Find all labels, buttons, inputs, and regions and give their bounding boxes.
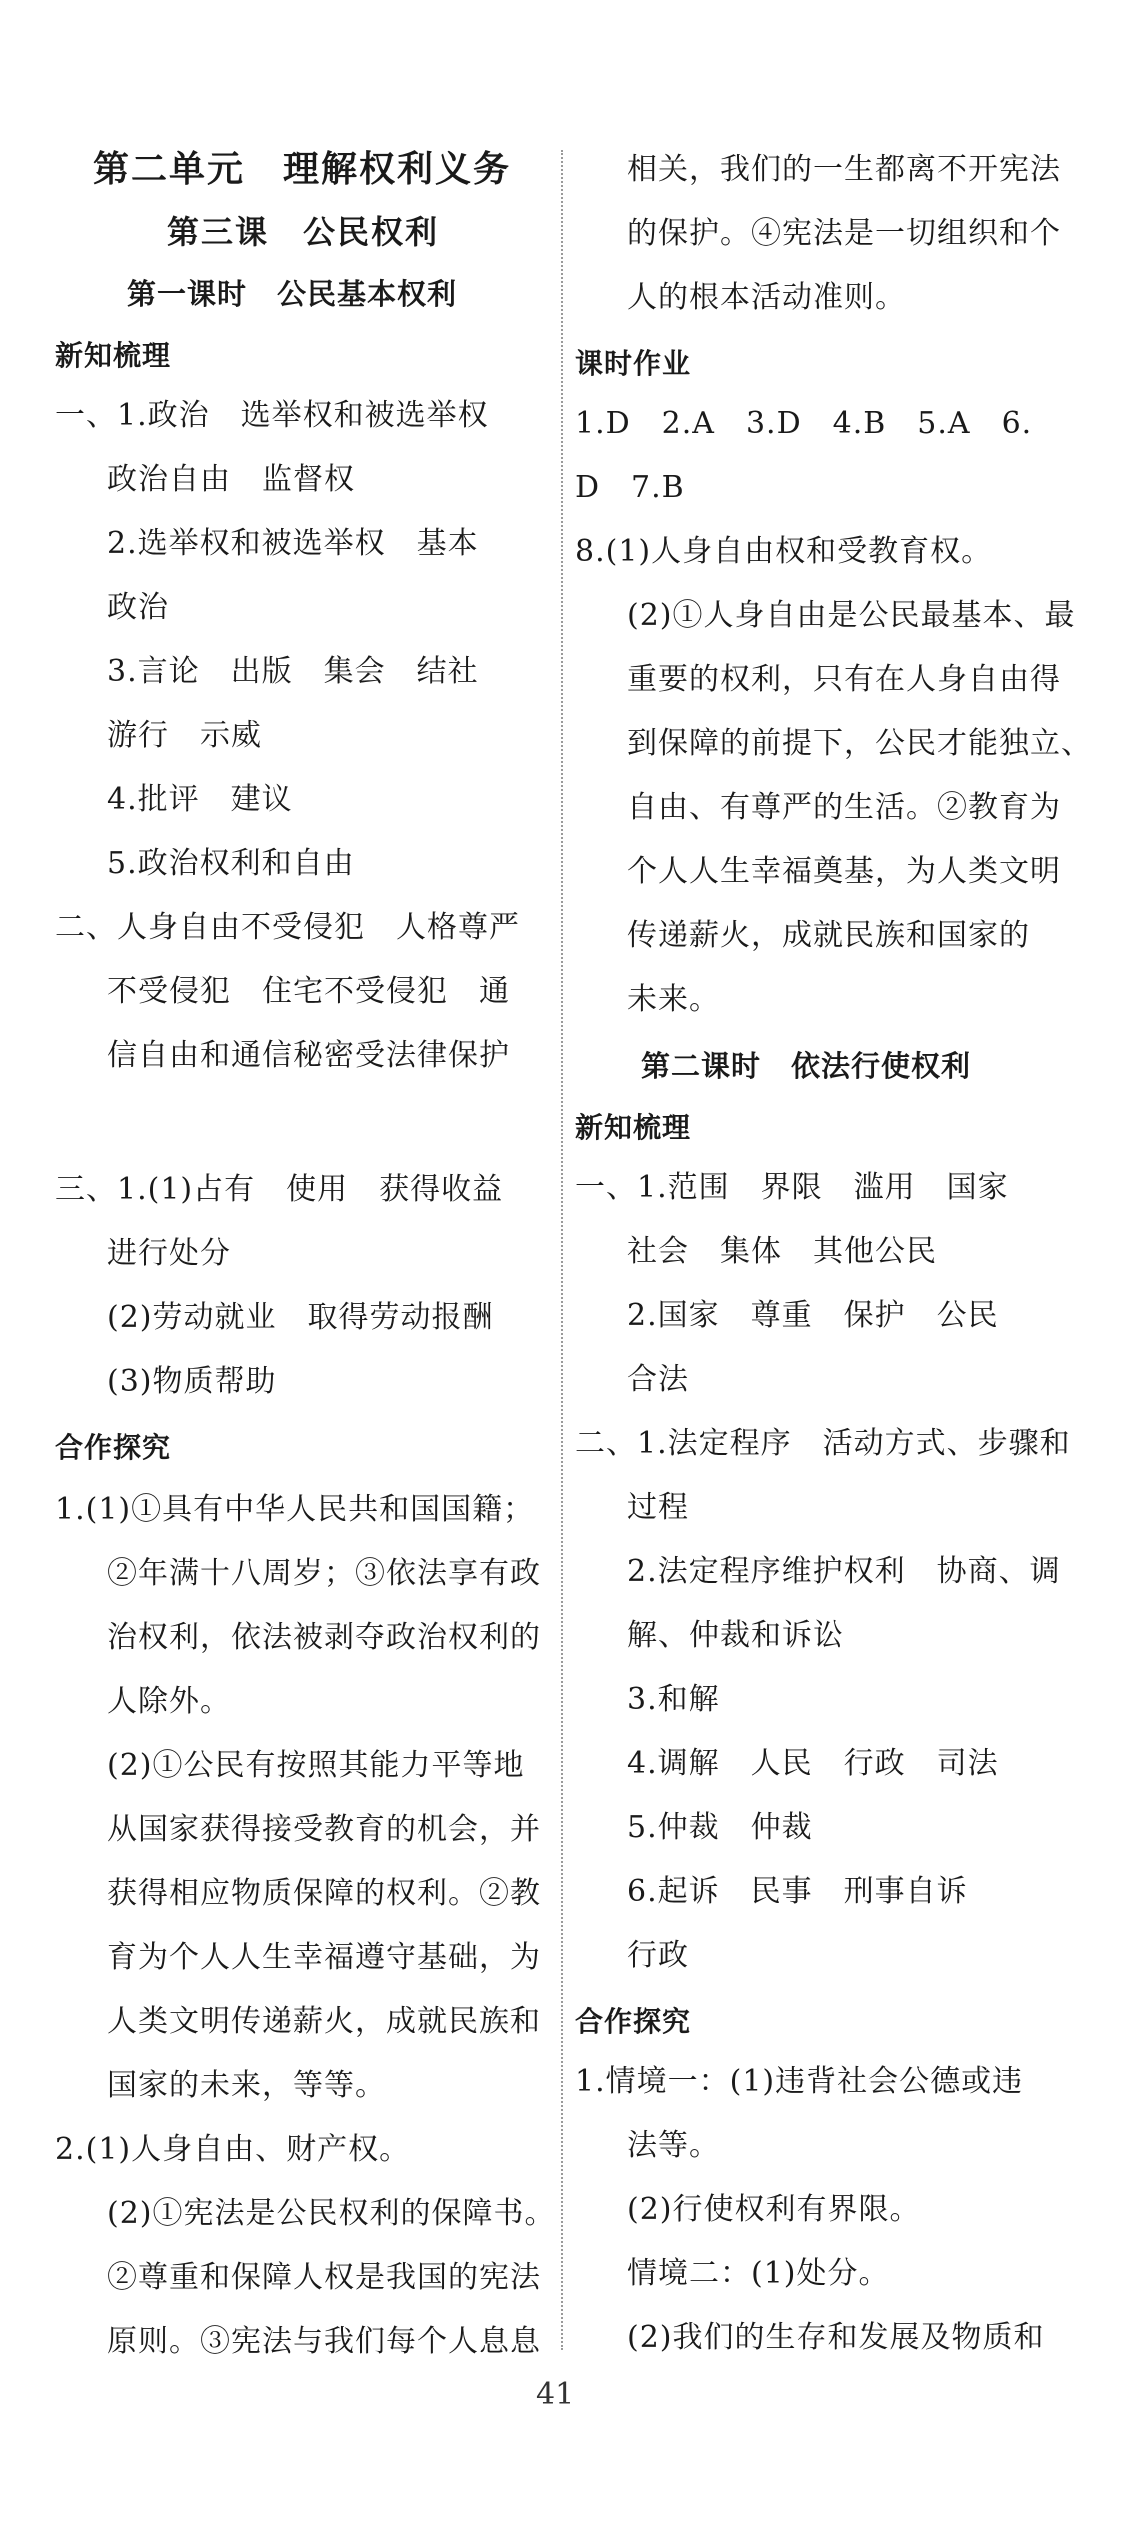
answer-line: 4.调解 人民 行政 司法 bbox=[627, 1746, 999, 1781]
answer-line: 不受侵犯 住宅不受侵犯 通 bbox=[107, 974, 510, 1009]
answer-line: 国家的未来，等等。 bbox=[107, 2068, 386, 2103]
lesson-title: 第三课 公民权利 bbox=[167, 213, 440, 251]
answer-line: 到保障的前提下，公民才能独立、 bbox=[627, 726, 1092, 761]
answer-line: 个人人生幸福奠基，为人类文明 bbox=[627, 854, 1061, 889]
answer-line: (2)我们的生存和发展及物质和 bbox=[627, 2320, 1045, 2355]
answer-line: 自由、有尊严的生活。②教育为 bbox=[627, 790, 1061, 825]
answer-line: 2.法定程序维护权利 协商、调 bbox=[627, 1554, 1061, 1589]
answer-line: 6.起诉 民事 刑事自诉 bbox=[627, 1874, 968, 1909]
answer-line: 解、仲裁和诉讼 bbox=[627, 1618, 844, 1653]
answer-line: 三、1.(1)占有 使用 获得收益 bbox=[55, 1172, 504, 1207]
answer-line: D 7.B bbox=[575, 470, 685, 505]
answer-line: 治权利，依法被剥夺政治权利的 bbox=[107, 1620, 541, 1655]
answer-line: ②年满十八周岁；③依法享有政 bbox=[107, 1556, 541, 1591]
answer-line: 人类文明传递薪火，成就民族和 bbox=[107, 2004, 541, 2039]
answer-line: 二、人身自由不受侵犯 人格尊严 bbox=[55, 910, 520, 945]
answer-line: 人除外。 bbox=[107, 1684, 231, 1719]
answer-line: (2)①人身自由是公民最基本、最 bbox=[627, 598, 1076, 633]
answer-line: 2.选举权和被选举权 基本 bbox=[107, 526, 479, 561]
answer-line: 原则。③宪法与我们每个人息息 bbox=[107, 2324, 541, 2359]
answer-line: 传递薪火，成就民族和国家的 bbox=[627, 918, 1030, 953]
answer-line: 相关，我们的一生都离不开宪法 bbox=[627, 152, 1061, 187]
answer-line: 人的根本活动准则。 bbox=[627, 280, 906, 315]
answer-line: 社会 集体 其他公民 bbox=[627, 1234, 937, 1269]
section-heading-xinzhi-2: 新知梳理 bbox=[575, 1111, 692, 1144]
answer-line: 合法 bbox=[627, 1362, 689, 1397]
answer-line: 3.言论 出版 集会 结社 bbox=[107, 654, 479, 689]
answer-line: 进行处分 bbox=[107, 1236, 231, 1271]
answer-line: 育为个人人生幸福遵守基础，为 bbox=[107, 1940, 541, 1975]
section-heading-zuoye: 课时作业 bbox=[575, 347, 692, 380]
answer-line: 从国家获得接受教育的机会，并 bbox=[107, 1812, 541, 1847]
unit-title: 第二单元 理解权利义务 bbox=[93, 149, 512, 190]
answer-line: (2)行使权利有界限。 bbox=[627, 2192, 921, 2227]
answer-line: 获得相应物质保障的权利。②教 bbox=[107, 1876, 541, 1911]
answer-line: 游行 示威 bbox=[107, 718, 262, 753]
period-title: 第一课时 公民基本权利 bbox=[127, 277, 458, 311]
answer-line: (2)劳动就业 取得劳动报酬 bbox=[107, 1300, 494, 1335]
answer-line: 法等。 bbox=[627, 2128, 720, 2163]
answer-line: (2)①宪法是公民权利的保障书。 bbox=[107, 2196, 556, 2231]
answer-line: 过程 bbox=[627, 1490, 689, 1525]
answer-line: 信自由和通信秘密受法律保护 bbox=[107, 1038, 510, 1073]
answer-line: (2)①公民有按照其能力平等地 bbox=[107, 1748, 525, 1783]
answer-line: 3.和解 bbox=[627, 1682, 720, 1717]
answer-line: 2.(1)人身自由、财产权。 bbox=[55, 2132, 411, 2167]
answer-line: 1.情境一：(1)违背社会公德或违 bbox=[575, 2064, 1024, 2099]
section-heading-hezuo-2: 合作探究 bbox=[575, 2005, 692, 2038]
answer-line: 一、1.政治 选举权和被选举权 bbox=[55, 398, 489, 433]
answer-line: 8.(1)人身自由权和受教育权。 bbox=[575, 534, 993, 569]
answer-line: 2.国家 尊重 保护 公民 bbox=[627, 1298, 999, 1333]
answer-line: 二、1.法定程序 活动方式、步骤和 bbox=[575, 1426, 1071, 1461]
section-heading-hezuo: 合作探究 bbox=[55, 1431, 172, 1464]
period-title-2: 第二课时 依法行使权利 bbox=[641, 1049, 972, 1083]
page-number: 41 bbox=[536, 2377, 575, 2412]
answer-line: ②尊重和保障人权是我国的宪法 bbox=[107, 2260, 541, 2295]
answer-line: 情境二：(1)处分。 bbox=[627, 2256, 890, 2291]
answer-line: 行政 bbox=[627, 1938, 689, 1973]
answer-line: 5.政治权利和自由 bbox=[107, 846, 355, 881]
column-divider bbox=[561, 150, 563, 2350]
answer-line: 的保护。④宪法是一切组织和个 bbox=[627, 216, 1061, 251]
answer-line: (3)物质帮助 bbox=[107, 1364, 277, 1399]
answer-line: 政治自由 监督权 bbox=[107, 462, 355, 497]
answer-line: 一、1.范围 界限 滥用 国家 bbox=[575, 1170, 1009, 1205]
answer-line: 1.(1)①具有中华人民共和国国籍； bbox=[55, 1492, 535, 1527]
answer-line: 4.批评 建议 bbox=[107, 782, 293, 817]
section-heading-xinzhi: 新知梳理 bbox=[55, 339, 172, 372]
answer-line: 未来。 bbox=[627, 982, 720, 1017]
answer-line: 政治 bbox=[107, 590, 169, 625]
answer-line: 1.D 2.A 3.D 4.B 5.A 6. bbox=[575, 406, 1033, 441]
answer-line: 5.仲裁 仲裁 bbox=[627, 1810, 813, 1845]
answer-line: 重要的权利，只有在人身自由得 bbox=[627, 662, 1061, 697]
